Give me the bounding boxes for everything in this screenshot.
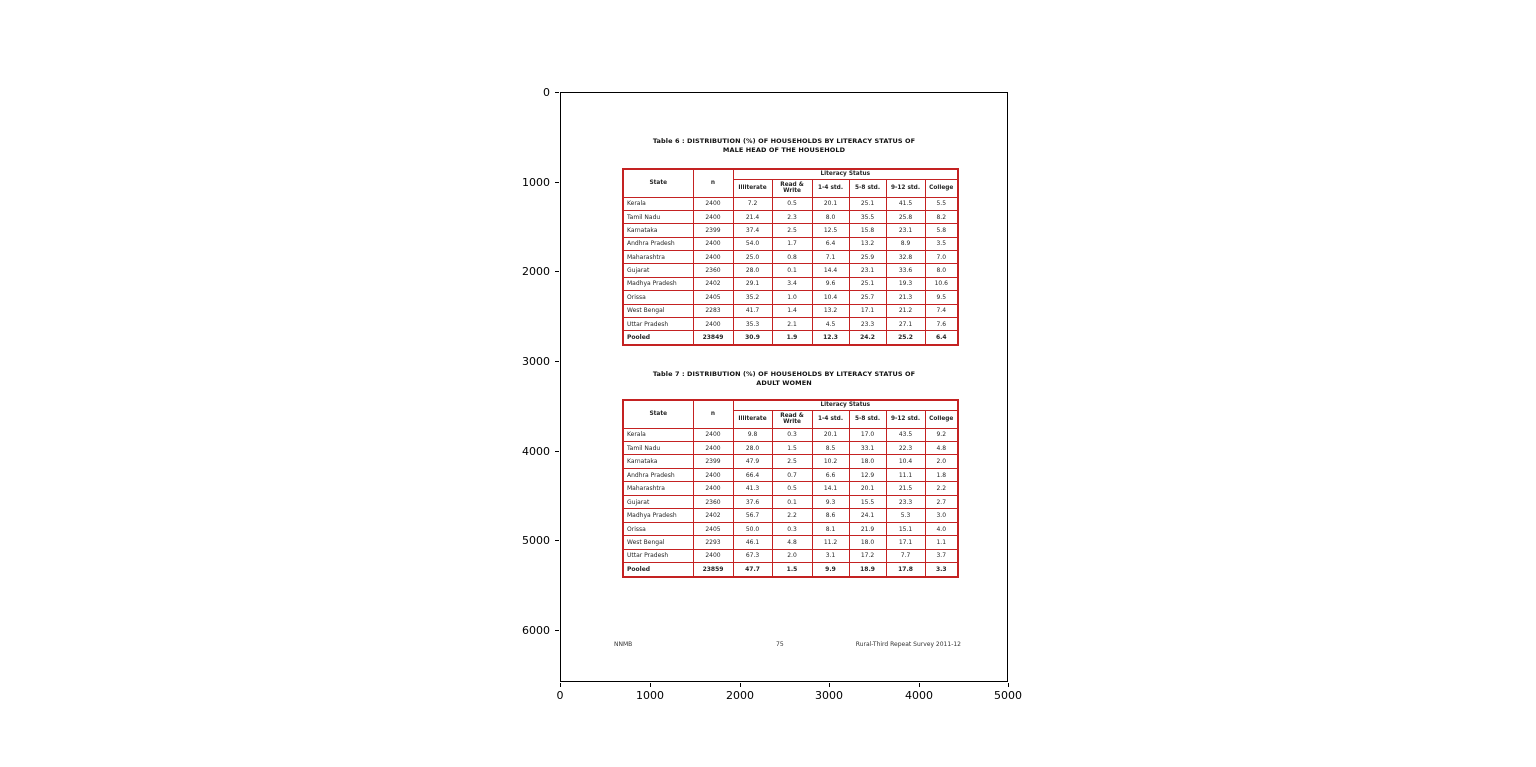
value-cell: 0.7 <box>772 468 812 481</box>
table-row <box>623 331 958 345</box>
value-cell: 0.5 <box>772 482 812 495</box>
footer-page-number: 75 <box>776 641 784 648</box>
value-cell: 24.2 <box>849 331 886 345</box>
x-tick-label: 2000 <box>726 689 754 702</box>
y-tick-mark <box>555 630 559 631</box>
value-cell: 4.0 <box>925 522 958 535</box>
value-cell: 6.4 <box>812 237 849 250</box>
state-cell: Pooled <box>623 563 693 577</box>
value-cell: 8.9 <box>886 237 925 250</box>
state-cell: Karnataka <box>623 224 693 237</box>
col-header-5-8-std: 5-8 std. <box>849 179 886 197</box>
value-cell: 1.5 <box>772 563 812 577</box>
value-cell: 0.8 <box>772 251 812 264</box>
x-tick-mark <box>560 683 561 687</box>
state-cell: Maharashtra <box>623 251 693 264</box>
document-page <box>561 93 1007 681</box>
value-cell: 19.3 <box>886 277 925 290</box>
value-cell: 2.3 <box>772 210 812 223</box>
value-cell: 35.3 <box>733 317 772 330</box>
value-cell: 30.9 <box>733 331 772 345</box>
value-cell: 14.1 <box>812 482 849 495</box>
x-tick-label: 5000 <box>994 689 1022 702</box>
x-tick-label: 4000 <box>905 689 933 702</box>
table-row <box>623 224 958 237</box>
y-tick-label: 4000 <box>522 445 550 458</box>
y-tick-label: 2000 <box>522 265 550 278</box>
value-cell: 9.2 <box>925 428 958 441</box>
table-row <box>623 304 958 317</box>
state-cell: Madhya Pradesh <box>623 277 693 290</box>
value-cell: 29.1 <box>733 277 772 290</box>
value-cell: 13.2 <box>812 304 849 317</box>
y-tick-label: 3000 <box>522 355 550 368</box>
table-row <box>623 251 958 264</box>
value-cell: 4.8 <box>772 536 812 549</box>
value-cell: 25.1 <box>849 277 886 290</box>
value-cell: 8.6 <box>812 509 849 522</box>
value-cell: 6.4 <box>925 331 958 345</box>
footer-left: NNMB <box>614 641 633 648</box>
value-cell: 33.6 <box>886 264 925 277</box>
y-tick-mark <box>555 182 559 183</box>
value-cell: 1.5 <box>772 441 812 454</box>
group-header-literacy-status: Literacy Status <box>733 400 958 410</box>
col-header-state: State <box>623 400 693 428</box>
table-row <box>623 291 958 304</box>
value-cell: 2360 <box>693 495 733 508</box>
y-tick-label: 1000 <box>522 176 550 189</box>
value-cell: 2402 <box>693 509 733 522</box>
table6 <box>622 168 957 346</box>
value-cell: 3.1 <box>812 549 849 562</box>
col-header-illiterate: Illiterate <box>733 410 772 428</box>
col-header-college: College <box>925 179 958 197</box>
y-tick-label: 0 <box>543 86 550 99</box>
value-cell: 15.1 <box>886 522 925 535</box>
x-tick-mark <box>740 683 741 687</box>
value-cell: 2283 <box>693 304 733 317</box>
value-cell: 66.4 <box>733 468 772 481</box>
state-cell: Maharashtra <box>623 482 693 495</box>
value-cell: 23.3 <box>849 317 886 330</box>
value-cell: 2.0 <box>772 549 812 562</box>
value-cell: 11.2 <box>812 536 849 549</box>
state-cell: Gujarat <box>623 495 693 508</box>
value-cell: 7.0 <box>925 251 958 264</box>
value-cell: 8.0 <box>925 264 958 277</box>
value-cell: 4.8 <box>925 441 958 454</box>
value-cell: 1.0 <box>772 291 812 304</box>
value-cell: 12.5 <box>812 224 849 237</box>
value-cell: 10.2 <box>812 455 849 468</box>
value-cell: 0.1 <box>772 495 812 508</box>
value-cell: 67.3 <box>733 549 772 562</box>
value-cell: 0.1 <box>772 264 812 277</box>
state-cell: Uttar Pradesh <box>623 317 693 330</box>
value-cell: 2399 <box>693 224 733 237</box>
value-cell: 17.1 <box>886 536 925 549</box>
value-cell: 2.7 <box>925 495 958 508</box>
value-cell: 2293 <box>693 536 733 549</box>
value-cell: 10.6 <box>925 277 958 290</box>
value-cell: 23.1 <box>849 264 886 277</box>
value-cell: 25.9 <box>849 251 886 264</box>
value-cell: 11.1 <box>886 468 925 481</box>
table-row <box>623 197 958 210</box>
value-cell: 2400 <box>693 482 733 495</box>
value-cell: 27.1 <box>886 317 925 330</box>
value-cell: 2.2 <box>772 509 812 522</box>
value-cell: 1.7 <box>772 237 812 250</box>
value-cell: 21.2 <box>886 304 925 317</box>
value-cell: 23849 <box>693 331 733 345</box>
value-cell: 3.0 <box>925 509 958 522</box>
value-cell: 2405 <box>693 291 733 304</box>
y-tick-label: 5000 <box>522 534 550 547</box>
table-row <box>623 563 958 577</box>
value-cell: 25.7 <box>849 291 886 304</box>
table6-title-line1: Table 6 : DISTRIBUTION (%) OF HOUSEHOLDS BY LITERACY STATUS OF <box>652 137 916 145</box>
value-cell: 20.1 <box>812 197 849 210</box>
y-tick-mark <box>555 540 559 541</box>
value-cell: 2.5 <box>772 224 812 237</box>
value-cell: 18.0 <box>849 536 886 549</box>
y-tick-mark <box>555 92 559 93</box>
table-row <box>623 468 958 481</box>
value-cell: 7.4 <box>925 304 958 317</box>
state-cell: Kerala <box>623 428 693 441</box>
value-cell: 7.6 <box>925 317 958 330</box>
footer-right: Rural-Third Repeat Survey 2011-12 <box>855 641 961 648</box>
value-cell: 28.0 <box>733 441 772 454</box>
table-row <box>623 277 958 290</box>
value-cell: 41.7 <box>733 304 772 317</box>
value-cell: 54.0 <box>733 237 772 250</box>
state-cell: Pooled <box>623 331 693 345</box>
value-cell: 23859 <box>693 563 733 577</box>
col-header-9-12-std: 9-12 std. <box>886 179 925 197</box>
value-cell: 9.5 <box>925 291 958 304</box>
value-cell: 10.4 <box>812 291 849 304</box>
table-row <box>623 536 958 549</box>
value-cell: 8.1 <box>812 522 849 535</box>
col-header-read-write: Read & Write <box>772 179 812 197</box>
value-cell: 9.9 <box>812 563 849 577</box>
value-cell: 3.3 <box>925 563 958 577</box>
value-cell: 23.3 <box>886 495 925 508</box>
value-cell: 7.1 <box>812 251 849 264</box>
state-cell: Kerala <box>623 197 693 210</box>
value-cell: 37.6 <box>733 495 772 508</box>
table-row <box>623 455 958 468</box>
value-cell: 2400 <box>693 441 733 454</box>
col-header-1-4-std: 1-4 std. <box>812 410 849 428</box>
value-cell: 9.8 <box>733 428 772 441</box>
value-cell: 2400 <box>693 428 733 441</box>
value-cell: 25.0 <box>733 251 772 264</box>
state-cell: West Bengal <box>623 304 693 317</box>
table-row <box>623 495 958 508</box>
value-cell: 3.4 <box>772 277 812 290</box>
state-cell: Tamil Nadu <box>623 441 693 454</box>
col-header-9-12-std: 9-12 std. <box>886 410 925 428</box>
table-row <box>623 522 958 535</box>
value-cell: 8.2 <box>925 210 958 223</box>
value-cell: 2.2 <box>925 482 958 495</box>
value-cell: 2.1 <box>772 317 812 330</box>
value-cell: 10.4 <box>886 455 925 468</box>
value-cell: 25.2 <box>886 331 925 345</box>
state-cell: Gujarat <box>623 264 693 277</box>
col-header-5-8-std: 5-8 std. <box>849 410 886 428</box>
state-cell: Uttar Pradesh <box>623 549 693 562</box>
state-cell: Tamil Nadu <box>623 210 693 223</box>
value-cell: 41.5 <box>886 197 925 210</box>
value-cell: 3.5 <box>925 237 958 250</box>
value-cell: 14.4 <box>812 264 849 277</box>
value-cell: 6.6 <box>812 468 849 481</box>
table6-title <box>561 137 1007 155</box>
table-row <box>623 317 958 330</box>
value-cell: 46.1 <box>733 536 772 549</box>
value-cell: 2400 <box>693 549 733 562</box>
plot-area <box>560 92 1008 682</box>
value-cell: 5.5 <box>925 197 958 210</box>
col-header-1-4-std: 1-4 std. <box>812 179 849 197</box>
value-cell: 33.1 <box>849 441 886 454</box>
table7-grid <box>622 399 959 578</box>
value-cell: 47.9 <box>733 455 772 468</box>
x-tick-label: 3000 <box>815 689 843 702</box>
table-row <box>623 264 958 277</box>
value-cell: 2399 <box>693 455 733 468</box>
value-cell: 2400 <box>693 197 733 210</box>
table-row <box>623 482 958 495</box>
state-cell: Karnataka <box>623 455 693 468</box>
value-cell: 37.4 <box>733 224 772 237</box>
value-cell: 2.5 <box>772 455 812 468</box>
value-cell: 2400 <box>693 237 733 250</box>
value-cell: 2.0 <box>925 455 958 468</box>
value-cell: 13.2 <box>849 237 886 250</box>
state-cell: Orissa <box>623 291 693 304</box>
value-cell: 2400 <box>693 251 733 264</box>
table-row <box>623 549 958 562</box>
value-cell: 20.1 <box>812 428 849 441</box>
value-cell: 17.0 <box>849 428 886 441</box>
group-header-literacy-status: Literacy Status <box>733 169 958 179</box>
value-cell: 23.1 <box>886 224 925 237</box>
value-cell: 35.2 <box>733 291 772 304</box>
y-tick-label: 6000 <box>522 624 550 637</box>
value-cell: 5.3 <box>886 509 925 522</box>
value-cell: 17.2 <box>849 549 886 562</box>
value-cell: 25.1 <box>849 197 886 210</box>
value-cell: 0.3 <box>772 522 812 535</box>
value-cell: 17.8 <box>886 563 925 577</box>
value-cell: 12.3 <box>812 331 849 345</box>
x-tick-mark <box>919 683 920 687</box>
value-cell: 35.5 <box>849 210 886 223</box>
value-cell: 22.3 <box>886 441 925 454</box>
table-row <box>623 428 958 441</box>
value-cell: 1.8 <box>925 468 958 481</box>
value-cell: 1.9 <box>772 331 812 345</box>
value-cell: 9.6 <box>812 277 849 290</box>
value-cell: 7.2 <box>733 197 772 210</box>
value-cell: 41.3 <box>733 482 772 495</box>
value-cell: 8.5 <box>812 441 849 454</box>
table7 <box>622 399 957 578</box>
table7-title-line1: Table 7 : DISTRIBUTION (%) OF HOUSEHOLDS BY LITERACY STATUS OF <box>652 370 916 378</box>
value-cell: 2400 <box>693 468 733 481</box>
table-row <box>623 441 958 454</box>
value-cell: 15.5 <box>849 495 886 508</box>
state-cell: Andhra Pradesh <box>623 237 693 250</box>
value-cell: 2400 <box>693 317 733 330</box>
table-row <box>623 210 958 223</box>
value-cell: 50.0 <box>733 522 772 535</box>
state-cell: Orissa <box>623 522 693 535</box>
value-cell: 2360 <box>693 264 733 277</box>
state-cell: West Bengal <box>623 536 693 549</box>
value-cell: 7.7 <box>886 549 925 562</box>
col-header-college: College <box>925 410 958 428</box>
value-cell: 0.3 <box>772 428 812 441</box>
value-cell: 12.9 <box>849 468 886 481</box>
x-tick-mark <box>1008 683 1009 687</box>
value-cell: 43.5 <box>886 428 925 441</box>
value-cell: 2405 <box>693 522 733 535</box>
x-tick-label: 1000 <box>636 689 664 702</box>
value-cell: 21.9 <box>849 522 886 535</box>
y-tick-mark <box>555 271 559 272</box>
value-cell: 15.8 <box>849 224 886 237</box>
value-cell: 1.1 <box>925 536 958 549</box>
table7-title <box>561 370 1007 388</box>
x-tick-mark <box>829 683 830 687</box>
table6-grid <box>622 168 959 346</box>
value-cell: 56.7 <box>733 509 772 522</box>
value-cell: 21.4 <box>733 210 772 223</box>
col-header-read-write: Read & Write <box>772 410 812 428</box>
col-header-state: State <box>623 169 693 197</box>
table-row <box>623 237 958 250</box>
value-cell: 2400 <box>693 210 733 223</box>
value-cell: 9.3 <box>812 495 849 508</box>
table6-title-line2: MALE HEAD OF THE HOUSEHOLD <box>722 146 846 154</box>
value-cell: 20.1 <box>849 482 886 495</box>
state-cell: Madhya Pradesh <box>623 509 693 522</box>
value-cell: 32.8 <box>886 251 925 264</box>
value-cell: 17.1 <box>849 304 886 317</box>
value-cell: 21.5 <box>886 482 925 495</box>
y-tick-mark <box>555 451 559 452</box>
value-cell: 2402 <box>693 277 733 290</box>
state-cell: Andhra Pradesh <box>623 468 693 481</box>
table7-title-line2: ADULT WOMEN <box>756 379 812 387</box>
value-cell: 3.7 <box>925 549 958 562</box>
value-cell: 0.5 <box>772 197 812 210</box>
value-cell: 21.3 <box>886 291 925 304</box>
value-cell: 18.9 <box>849 563 886 577</box>
col-header-n: n <box>693 169 733 197</box>
value-cell: 47.7 <box>733 563 772 577</box>
x-tick-label: 0 <box>556 689 564 702</box>
value-cell: 5.8 <box>925 224 958 237</box>
value-cell: 8.0 <box>812 210 849 223</box>
value-cell: 4.5 <box>812 317 849 330</box>
value-cell: 24.1 <box>849 509 886 522</box>
y-tick-mark <box>555 361 559 362</box>
value-cell: 18.0 <box>849 455 886 468</box>
col-header-n: n <box>693 400 733 428</box>
value-cell: 28.0 <box>733 264 772 277</box>
value-cell: 25.8 <box>886 210 925 223</box>
value-cell: 1.4 <box>772 304 812 317</box>
col-header-illiterate: Illiterate <box>733 179 772 197</box>
x-tick-mark <box>650 683 651 687</box>
table-row <box>623 509 958 522</box>
